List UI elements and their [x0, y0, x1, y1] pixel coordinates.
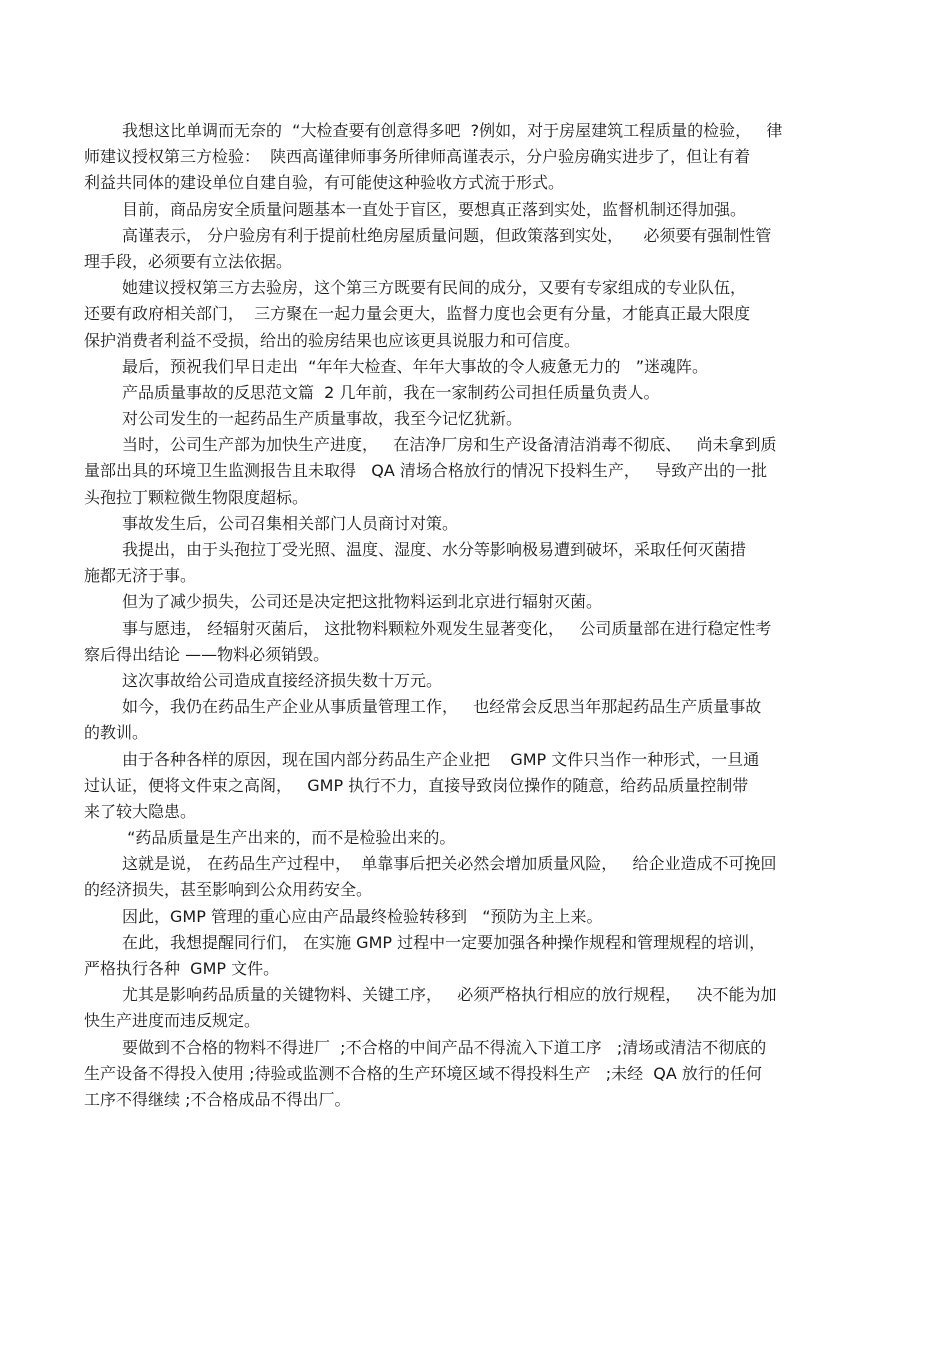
text-line: 过认证，便将文件束之高阁， GMP 执行不力，直接导致岗位操作的随意，给药品质量控制带: [84, 775, 749, 795]
text-line: 我提出，由于头孢拉丁受光照、温度、湿度、水分等影响极易遭到破坏，采取任何灭菌措: [122, 540, 747, 559]
text-line: 要做到不合格的物料不得进厂 ;不合格的中间产品不得流入下道工序 ;清场或清洁不彻底的: [122, 1037, 767, 1057]
text-line: 对公司发生的一起药品生产质量事故，我至今记忆犹新。: [122, 409, 523, 429]
text-line: 的教训。: [84, 723, 149, 743]
text-line: 理手段，必须要有立法依据。: [84, 251, 293, 271]
text-line: 头孢拉丁颗粒微生物限度超标。: [84, 487, 309, 507]
text-line: 因此，GMP 管理的重心应由产品最终检验转移到 “预防为主上来。: [122, 906, 603, 926]
text-line: 还要有政府相关部门， 三方聚在一起力量会更大，监督力度也会更有分量，才能真正最大限度: [84, 304, 751, 324]
text-line: 我想这比单调而无奈的 “大检查要有创意得多吧 ?例如，对于房屋建筑工程质量的检验， 律: [122, 121, 783, 140]
text-line: 最后，预祝我们早日走出 “年年大检查、年年大事故的令人疲惫无力的 ”迷魂阵。: [122, 356, 709, 376]
text-line: 施都无济于事。: [84, 566, 197, 586]
text-line: 保护消费者利益不受损，给出的验房结果也应该更具说服力和可信度。: [84, 330, 581, 350]
text-line: 来了较大隐患。: [84, 801, 197, 821]
text-line: “药品质量是生产出来的，而不是检验出来的。: [122, 828, 456, 848]
text-line: 工序不得继续 ;不合格成品不得出厂。: [84, 1089, 351, 1109]
text-line: 察后得出结论 ——物料必须销毁。: [84, 644, 330, 664]
text-line: 在此，我想提醒同行们， 在实施 GMP 过程中一定要加强各种操作规程和管理规程的培训，: [122, 932, 766, 952]
text-line: 量部出具的环境卫生监测报告且未取得 QA 清场合格放行的情况下投料生产， 导致产出的一批: [84, 461, 768, 481]
document-body: [84, 118, 860, 1113]
text-line: 快生产进度而违反规定。: [84, 1011, 261, 1031]
text-line: 这次事故给公司造成直接经济损失数十万元。: [122, 670, 443, 690]
text-line: 由于各种各样的原因，现在国内部分药品生产企业把 GMP 文件只当作一种形式，一旦通: [122, 749, 760, 769]
text-line: 事与愿违， 经辐射灭菌后， 这批物料颗粒外观发生显著变化， 公司质量部在进行稳定性考: [122, 618, 772, 638]
text-line: 尤其是影响药品质量的关键物料、关键工序， 必须严格执行相应的放行规程， 决不能为加: [122, 985, 777, 1005]
text-line: 这就是说， 在药品生产过程中， 单靠事后把关必然会增加质量风险， 给企业造成不可挽回: [122, 854, 777, 874]
text-line: 生产设备不得投入使用 ;待验或监测不合格的生产环境区域不得投料生产 ;未经 QA 放行的任何: [84, 1063, 762, 1083]
text-line: 她建议授权第三方去验房，这个第三方既要有民间的成分，又要有专家组成的专业队伍，: [122, 278, 747, 298]
text-line: 但为了减少损失，公司还是决定把这批物料运到北京进行辐射灭菌。: [122, 592, 603, 612]
text-line: 严格执行各种 GMP 文件。: [84, 959, 280, 978]
text-line: 如今，我仍在药品生产企业从事质量管理工作， 也经常会反思当年那起药品生产质量事故: [122, 697, 762, 717]
text-line: 目前，商品房安全质量问题基本一直处于盲区，要想真正落到实处，监督机制还得加强。: [122, 199, 747, 219]
text-line: 高谨表示， 分户验房有利于提前杜绝房屋质量问题，但政策落到实处， 必须要有强制性管: [122, 225, 772, 245]
text-line: 的经济损失，甚至影响到公众用药安全。: [84, 880, 373, 900]
text-line: 当时，公司生产部为加快生产进度， 在洁净厂房和生产设备清洁消毒不彻底、 尚未拿到质: [122, 435, 777, 455]
text-line: 事故发生后，公司召集相关部门人员商讨对策。: [122, 513, 459, 533]
text-line: 利益共同体的建设单位自建自验，有可能使这种验收方式流于形式。: [84, 173, 565, 193]
text-line: 产品质量事故的反思范文篇 2 几年前，我在一家制药公司担任质量负责人。: [122, 382, 660, 402]
text-line: 师建议授权第三方检验： 陕西高谨律师事务所律师高谨表示，分户验房确实进步了，但让有着: [84, 147, 751, 167]
